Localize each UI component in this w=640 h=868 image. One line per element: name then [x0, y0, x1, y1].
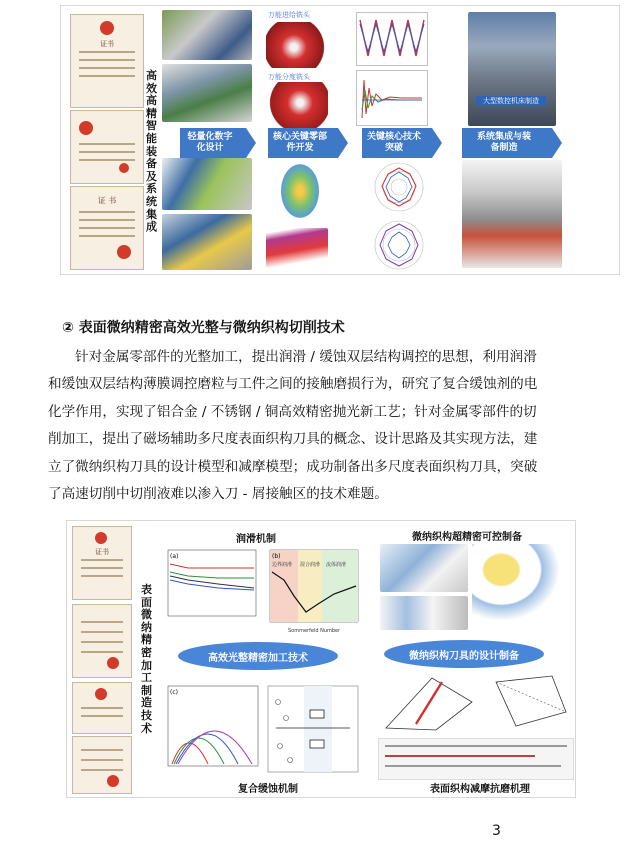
seal-icon	[117, 245, 131, 259]
section-heading	[62, 317, 345, 337]
spindle-head-image	[266, 22, 328, 68]
thumb-label: 万能进给铣头	[268, 11, 310, 19]
region-label: 边界润滑	[272, 562, 293, 568]
seal-icon	[79, 121, 93, 135]
formula-block	[378, 738, 574, 780]
machine-model-image	[162, 158, 252, 210]
panel-title: 微纳织构超精密可控制备	[412, 532, 522, 543]
step-arrow	[462, 128, 552, 158]
step-label: 系统集成与装备制造	[476, 132, 531, 153]
plot-label: (c)	[170, 689, 178, 696]
step-arrow	[268, 128, 338, 158]
circuit-diagram	[264, 682, 362, 778]
response-chart	[356, 70, 428, 126]
section-title: 表面微纳精密高效光整与微纳织构切削技术	[78, 320, 345, 336]
fabrication-image	[380, 596, 468, 630]
section-number: ②	[62, 320, 74, 336]
body-line: 化学作用，实现了铝合金 / 不锈钢 / 铜高效精密抛光新工艺；针对金属零部件的切	[48, 404, 537, 420]
panel-title: 表面织构减摩抗磨机理	[430, 784, 530, 795]
figure1-side-label: 高效高精智能装备及系统集成	[146, 69, 157, 234]
seal-icon	[95, 532, 107, 544]
component-image	[278, 160, 322, 222]
component-image	[266, 228, 328, 268]
region-label: 混合润滑	[300, 562, 321, 568]
lubrication-plot	[158, 546, 260, 630]
region-label: 流体润滑	[326, 562, 347, 568]
axis-label: Sommerfeld Number	[288, 628, 341, 634]
polar-chart	[370, 218, 428, 272]
thumb-label: 万能分度铣头	[268, 73, 310, 81]
ellipse-label: 微纳织构刀具的设计制备	[384, 640, 544, 668]
tool-texture-diagram	[376, 672, 572, 734]
body-line: 针对金属零部件的光整加工，提出润滑 / 缓蚀双层结构调控的思想，利用润滑	[75, 349, 537, 365]
step-arrow	[362, 128, 432, 158]
certificate-title: 证书	[95, 548, 109, 556]
machine-model-image	[162, 10, 252, 60]
panel-title: 润滑机制	[236, 534, 276, 545]
machine-photo	[468, 12, 556, 126]
certificate-image: 证 书	[70, 186, 144, 270]
machine-photo	[462, 160, 562, 268]
spindle-head-image	[266, 82, 328, 128]
certificate-image	[70, 110, 144, 184]
seal-icon	[119, 163, 129, 173]
plot-label: (a)	[170, 553, 179, 560]
step-label: 轻量化数字化设计	[187, 132, 233, 153]
page-number: 3	[492, 823, 501, 839]
fabrication-image	[380, 544, 468, 592]
figure2-side-label: 表面微纳精密加工制造技术	[141, 583, 152, 735]
seal-icon	[107, 775, 119, 787]
body-line: 立了微纳织构刀具的设计模型和减摩模型；成功制备出多尺度表面织构刀具，突破	[48, 459, 538, 475]
seal-icon	[107, 657, 119, 669]
fabrication-image	[472, 544, 570, 630]
certificate-image	[72, 736, 132, 794]
certificate-image	[70, 14, 144, 108]
vibration-chart	[356, 12, 428, 66]
machine-model-image	[162, 214, 252, 270]
step-label: 核心关键零部件开发	[272, 132, 327, 153]
nyquist-plot	[158, 682, 262, 778]
certificate-title: 证书	[100, 40, 114, 48]
body-line: 削加工，提出了磁场辅助多尺度表面织构刀具的概念、设计思路及其实现方法，建	[48, 431, 538, 447]
machine-model-image	[162, 64, 252, 122]
seal-icon	[100, 21, 114, 35]
body-line: 了高速切削中切削液难以渗入刀 - 屑接触区的技术难题。	[48, 486, 388, 502]
plot-label: (b)	[272, 553, 281, 560]
certificate-image	[72, 604, 132, 678]
body-line: 和缓蚀双层结构薄膜调控磨粒与工件之间的接触磨损行为，研究了复合缓蚀剂的电	[48, 376, 538, 392]
machine-photo-caption: 大型数控机床制造	[476, 96, 546, 106]
panel-title: 复合缓蚀机制	[238, 784, 298, 795]
step-arrow	[180, 128, 246, 158]
polar-chart	[370, 160, 428, 214]
certificate-image	[72, 682, 132, 734]
certificate-image	[72, 526, 132, 600]
ellipse-label: 高效光整精密加工技术	[178, 642, 338, 670]
seal-icon	[95, 688, 107, 700]
step-label: 关键核心技术突破	[367, 132, 422, 153]
stribeck-plot	[262, 546, 362, 638]
